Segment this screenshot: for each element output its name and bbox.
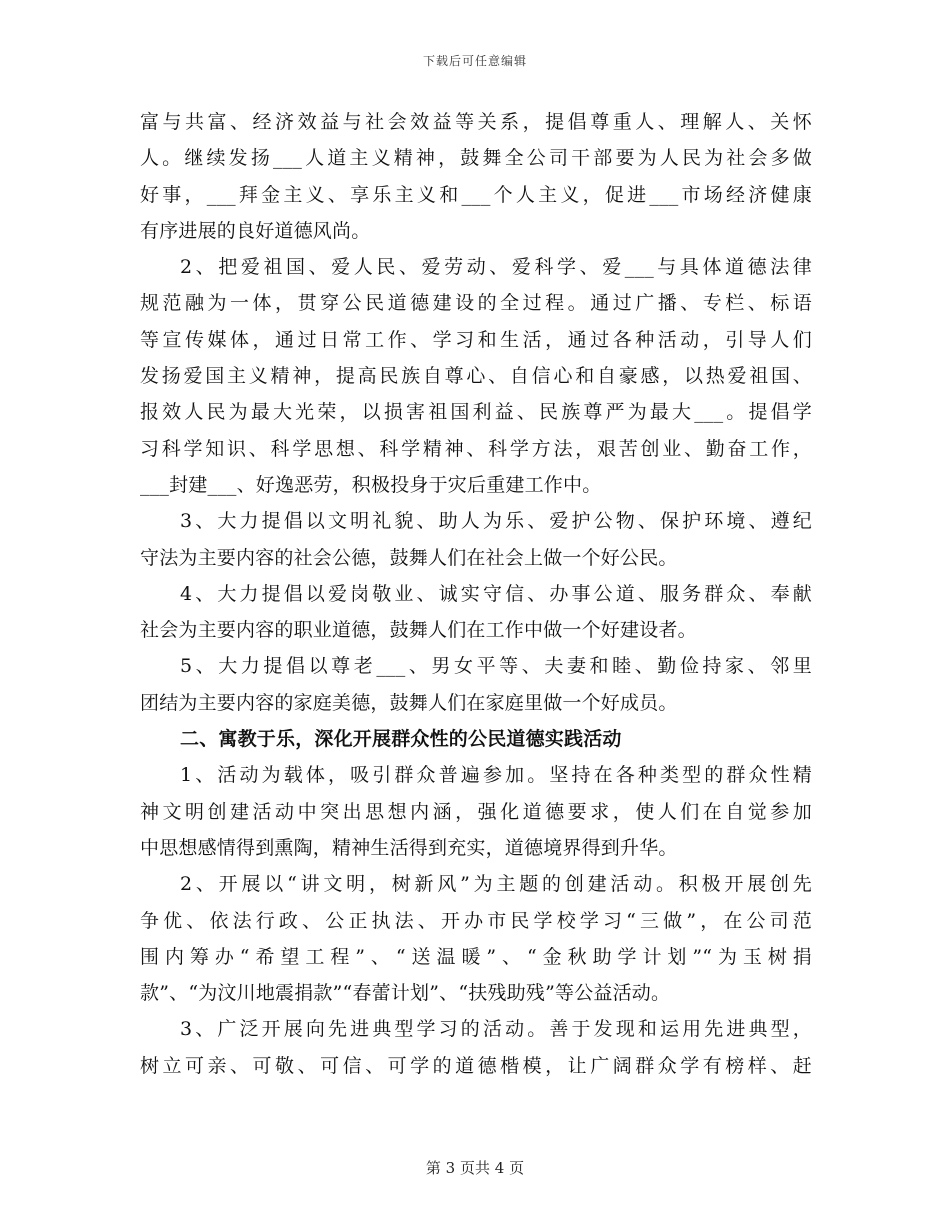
paragraph-start: 1、活动为载体，吸引群众普遍参加。坚持在各种类型的群众性精 [180,764,812,787]
text-line: 款”、“为汶川地震捐款”“春蕾计划”、“扶残助残”等公益活动。 [140,982,671,1005]
text-line: 发扬爱国主义精神，提高民族自尊心、自信心和自豪感，以热爱祖国、 [140,365,812,388]
text-line: ___封建___、好逸恶劳，积极投身于灾后重建工作中。 [140,473,602,496]
text-line: 报效人民为最大光荣，以损害祖国利益、民族尊严为最大___。提倡学 [140,401,812,424]
text-line: 围内筹办“希望工程”、“送温暖”、“金秋助学计划”“为玉树捐 [140,945,812,968]
text-line: 好事，___拜金主义、享乐主义和___个人主义，促进___市场经济健康 [140,183,812,206]
paragraph-start: 3、大力提倡以文明礼貌、助人为乐、爱护公物、保护环境、遵纪 [180,510,812,533]
paragraph-start: 5、大力提倡以尊老___、男女平等、夫妻和睦、勤俭持家、邻里 [180,655,812,678]
text-line: 中思想感情得到熏陶，精神生活得到充实，道德境界得到升华。 [140,836,678,859]
text-line: 争优、依法行政、公正执法、开办市民学校学习“三做”，在公司范 [140,909,812,932]
page-number: 第 3 页共 4 页 [425,1159,525,1177]
text-line: 守法为主要内容的社会公德，鼓舞人们在社会上做一个好公民。 [140,546,678,569]
text-line: 规范融为一体，贯穿公民道德建设的全过程。通过广播、专栏、标语 [140,292,812,315]
paragraph-start: 2、把爱祖国、爱人民、爱劳动、爱科学、爱___与具体道德法律 [180,256,812,279]
paragraph-start: 2、开展以“讲文明，树新风”为主题的创建活动。积极开展创先 [180,873,812,896]
document-body [140,104,812,1084]
text-line: 树立可亲、可敬、可信、可学的道德楷模，让广阔群众学有榜样、赶 [140,1054,812,1077]
text-line: 团结为主要内容的家庭美德，鼓舞人们在家庭里做一个好成员。 [140,691,678,714]
section-heading: 二、寓教于乐，深化开展群众性的公民道德实践活动 [180,728,622,751]
paragraph-start: 4、大力提倡以爱岗敬业、诚实守信、办事公道、服务群众、奉献 [180,582,812,605]
text-line: 有序进展的良好道德风尚。 [140,219,371,242]
text-line: 神文明创建活动中突出思想内涵，强化道德要求，使人们在自觉参加 [140,800,812,823]
paragraph-start: 3、广泛开展向先进典型学习的活动。善于发现和运用先进典型， [180,1018,812,1041]
text-line: 等宣传媒体，通过日常工作、学习和生活，通过各种活动，引导人们 [140,328,812,351]
text-line: 习科学知识、科学思想、科学精神、科学方法，艰苦创业、勤奋工作， [140,437,812,460]
text-line: 富与共富、经济效益与社会效益等关系，提倡尊重人、理解人、关怀 [140,111,812,133]
text-line: 社会为主要内容的职业道德，鼓舞人们在工作中做一个好建设者。 [140,619,697,642]
text-line: 人。继续发扬___人道主义精神，鼓舞全公司干部要为人民为社会多做 [140,147,812,170]
page-header: 下载后可任意编辑 [422,54,527,68]
